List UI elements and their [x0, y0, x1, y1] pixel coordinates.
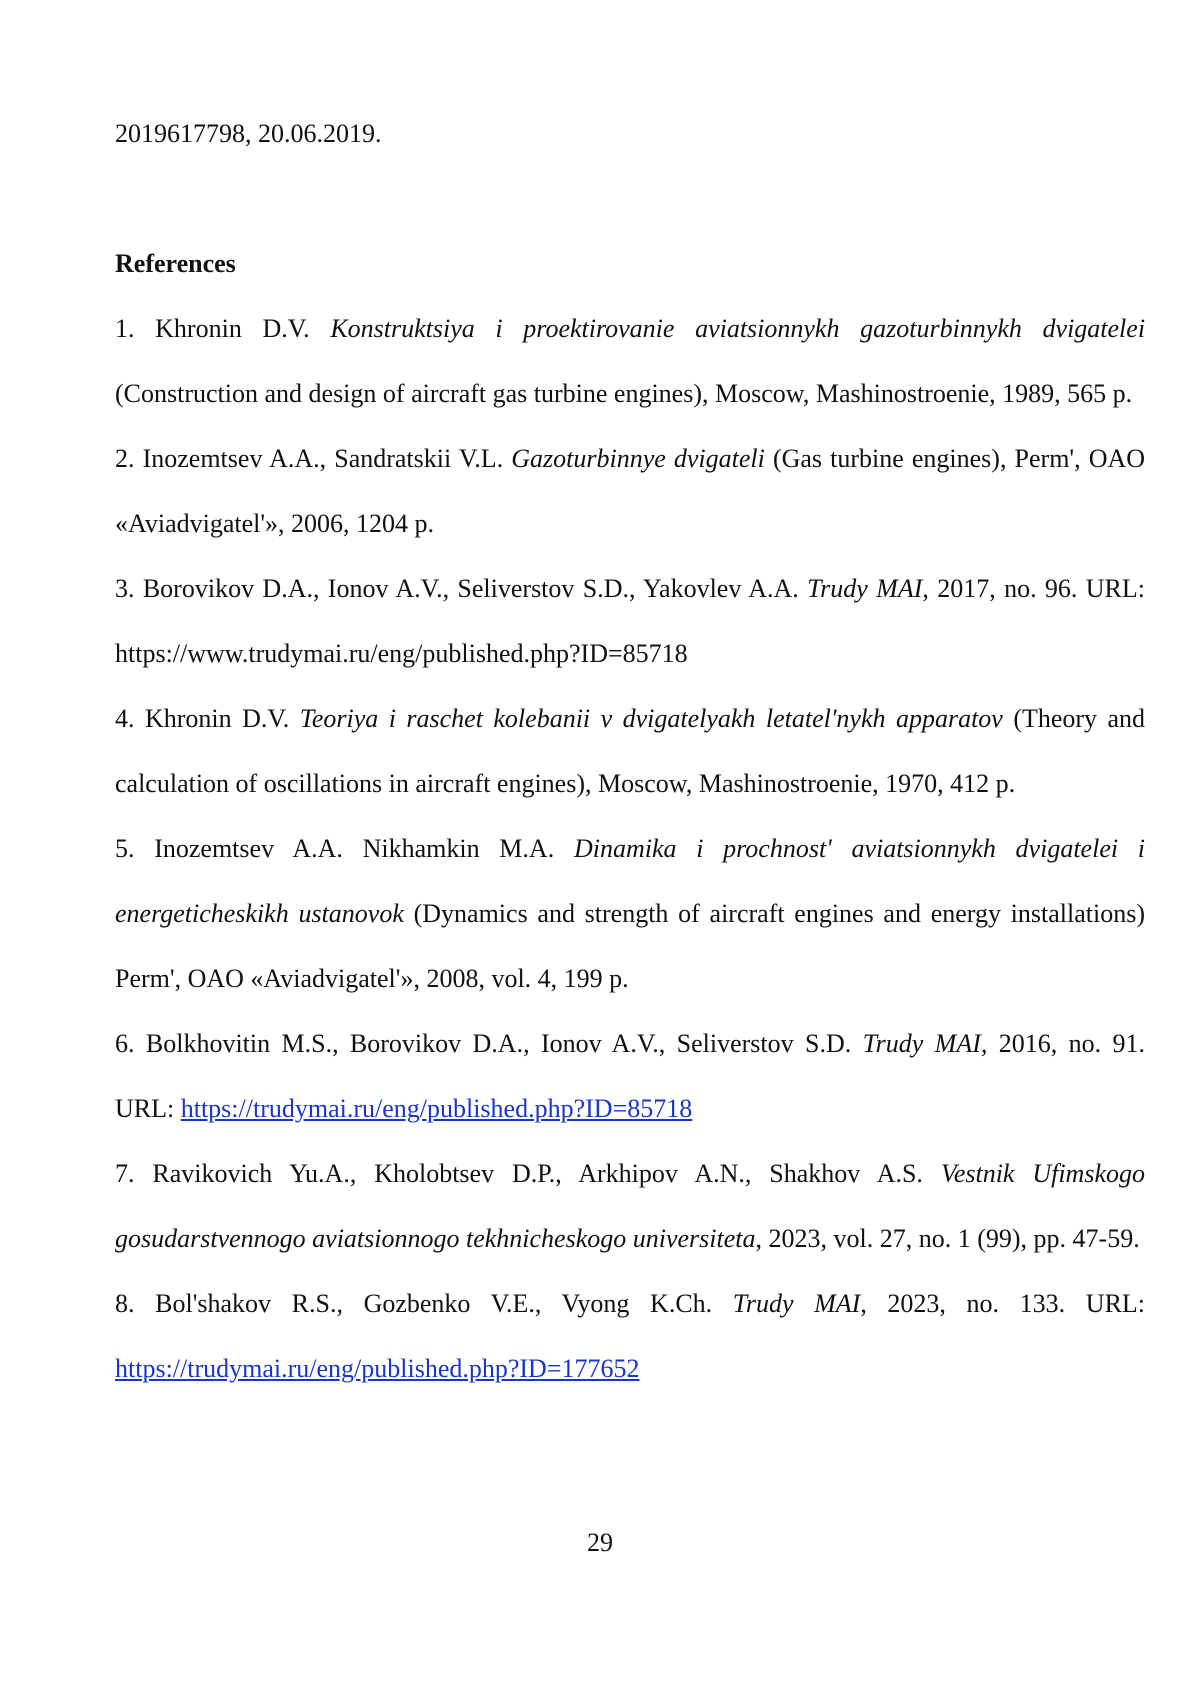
reference-authors: Bolkhovitin M.S., Borovikov D.A., Ionov A.V., Seliverstov S.D. [145, 1029, 852, 1058]
reference-authors: Khronin D.V. [155, 314, 310, 343]
reference-title: Trudy MAI [732, 1289, 861, 1318]
reference-details: , 2016, no. 91. URL: [115, 1029, 1145, 1123]
reference-number: 8. [115, 1289, 135, 1318]
reference-item [115, 1011, 1145, 1141]
reference-authors: Borovikov D.A., Ionov A.V., Seliverstov S.D., Yakovlev A.A. [142, 574, 799, 603]
reference-number: 4. [115, 704, 135, 733]
reference-number: 2. [115, 444, 135, 473]
reference-details: , 2017, no. 96. URL: https://www.trudymai.ru/eng/published.php?ID=85718 [115, 574, 1145, 668]
reference-number: 3. [115, 574, 135, 603]
reference-title: Teoriya i raschet kolebanii v dvigatelyakh letatel'nykh apparatov [299, 704, 1003, 733]
reference-authors: Inozemtsev A.A. Nikhamkin M.A. [154, 834, 555, 863]
reference-authors: Khronin D.V. [144, 704, 290, 733]
reference-number: 6. [115, 1029, 135, 1058]
reference-authors: Bol'shakov R.S., Gozbenko V.E., Vyong K.Ch. [155, 1289, 713, 1318]
reference-title: Vestnik Ufimskogo gosudarstvennogo aviatsionnogo tekhnicheskogo universiteta [115, 1159, 1145, 1253]
reference-details: (Construction and design of aircraft gas turbine engines), Moscow, Mashinostroenie, 1989, 565 p. [115, 379, 1133, 408]
reference-title: Konstruktsiya i proektirovanie aviatsionnykh gazoturbinnykh dvigatelei [330, 314, 1146, 343]
reference-authors: Ravikovich Yu.A., Kholobtsev D.P., Arkhipov A.N., Shakhov A.S. [152, 1159, 923, 1188]
reference-details: (Theory and calculation of oscillations in aircraft engines), Moscow, Mashinostroenie, 1970, 412 p. [115, 704, 1146, 798]
reference-authors: Inozemtsev A.A., Sandratskii V.L. [142, 444, 504, 473]
reference-item [115, 686, 1145, 816]
reference-number: 5. [115, 834, 135, 863]
reference-title: Dinamika i prochnost' aviatsionnykh dvigatelei i energeticheskikh ustanovok [115, 834, 1146, 928]
reference-item [115, 556, 1145, 686]
reference-details: (Gas turbine engines), Perm', OAO «Aviadvigatel'», 2006, 1204 p. [115, 444, 1146, 538]
continuation-line: 2019617798, 20.06.2019. [115, 119, 382, 148]
spacer [115, 166, 1145, 231]
reference-number: 1. [115, 314, 135, 343]
reference-title: Gazoturbinnye dvigateli [511, 444, 765, 473]
document-body [115, 101, 1145, 1401]
references-heading: References [115, 249, 236, 278]
page-number: 29 [587, 1528, 613, 1557]
reference-title: Trudy MAI [862, 1029, 981, 1058]
reference-details: , 2023, vol. 27, no. 1 (99), pp. 47-59. [755, 1224, 1140, 1253]
reference-item [115, 816, 1145, 1011]
reference-title: Trudy MAI [807, 574, 923, 603]
reference-details: (Dynamics and strength of aircraft engines and energy installations) Perm', OAO «Aviadvigatel'», 2008, vol. 4, 199 p. [115, 899, 1146, 993]
reference-item [115, 296, 1145, 426]
reference-item [115, 426, 1145, 556]
reference-details: , 2023, no. 133. URL: [860, 1289, 1146, 1318]
reference-item [115, 1141, 1145, 1271]
reference-url-link[interactable]: https://trudymai.ru/eng/published.php?ID=85718 [180, 1094, 693, 1123]
reference-item [115, 1271, 1145, 1401]
reference-url-link[interactable]: https://trudymai.ru/eng/published.php?ID=177652 [115, 1354, 640, 1383]
reference-number: 7. [115, 1159, 135, 1188]
